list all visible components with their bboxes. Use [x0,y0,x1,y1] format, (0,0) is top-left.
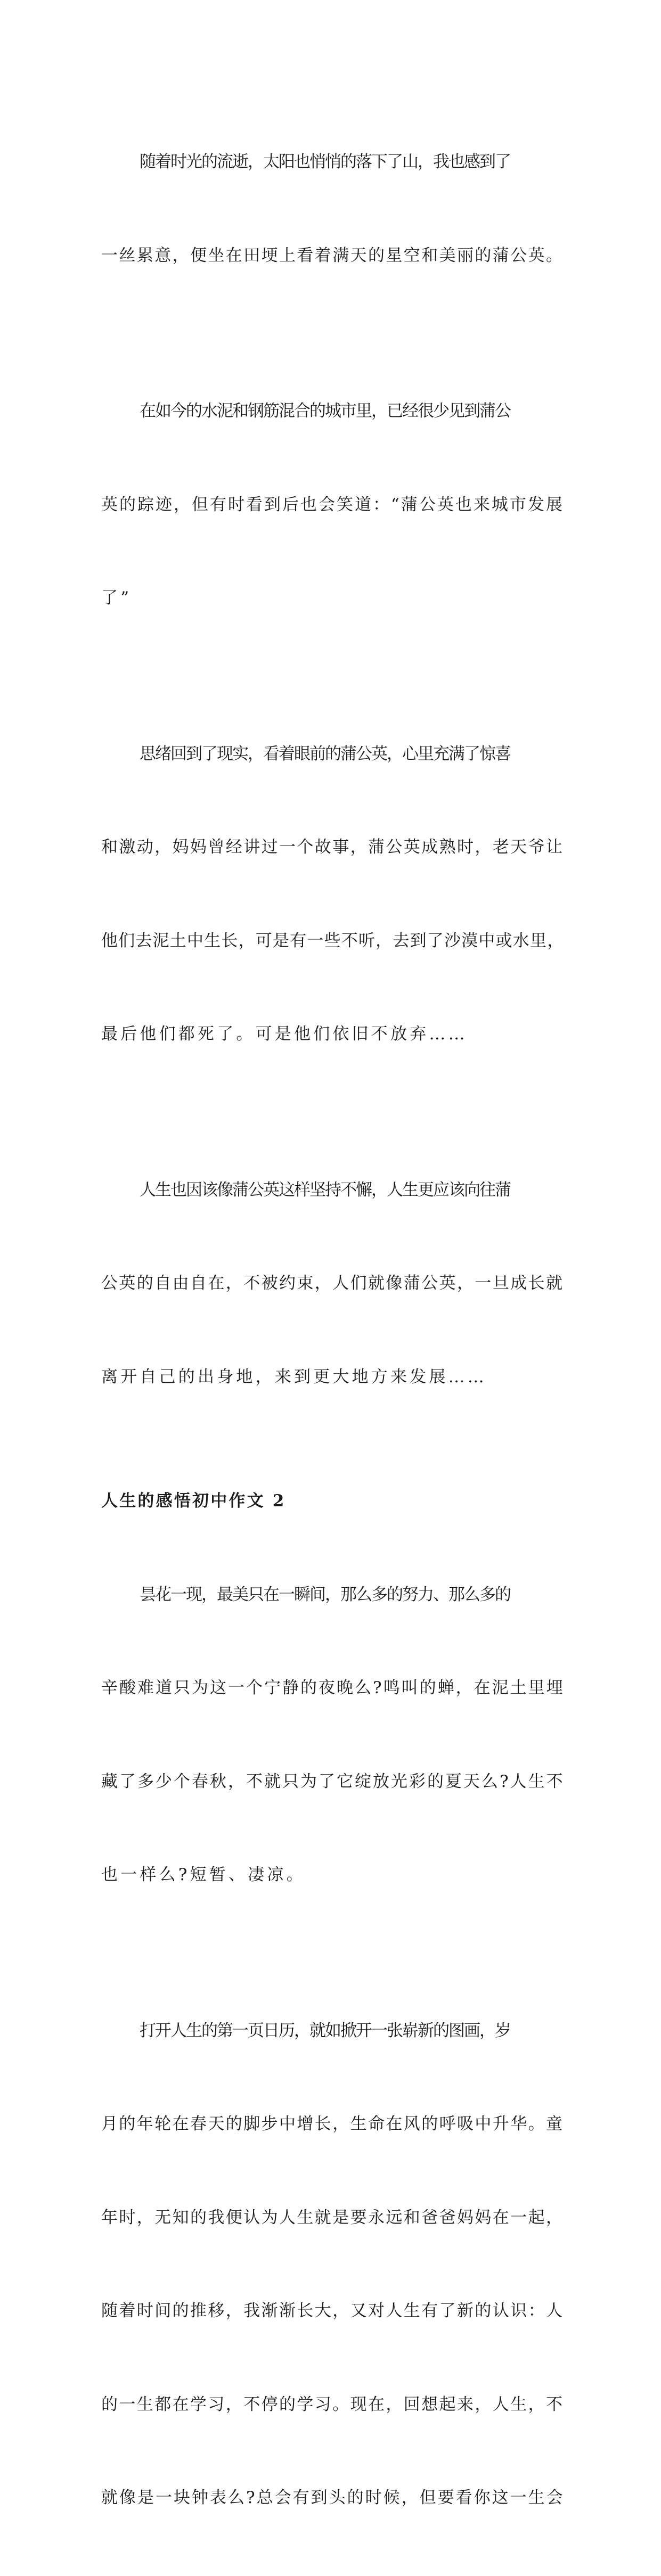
text-line: 思绪回到了现实，看着眼前的蒲公英，心里充满了惊喜 [140,744,510,764]
text-line: 在如今的水泥和钢筋混合的城市里，已经很少见到蒲公 [140,401,510,421]
text-line: 一丝累意，便坐在田埂上看着满天的星空和美丽的蒲公英。 [101,245,564,265]
text-line: 和激动，妈妈曾经讲过一个故事，蒲公英成熟时，老天爷让 [101,838,564,857]
text-line: 月的年轮在春天的脚步中增长，生命在风的呼吸中升华。童 [101,2114,564,2134]
text-line: 年时，无知的我便认为人生就是要永远和爸爸妈妈在一起， [101,2208,564,2227]
section-2 [101,1486,565,2576]
paragraph [101,676,565,1112]
paragraph [101,84,565,333]
section-spacer [101,1455,565,1486]
text-line: 的一生都在学习，不停的学习。现在，回想起来，人生，不 [101,2394,564,2414]
text-line: 他们去泥土中生长，可是有一些不听，去到了沙漠中或水里， [101,931,565,950]
paragraph [101,1112,565,1455]
text-line: 了” [101,588,132,608]
text-line: 人生也因该像蒲公英这样坚持不懈，人生更应该向往蒲 [140,1180,510,1200]
paragraph [101,333,565,676]
text-line: 就像是一块钟表么?总会有到头的时候，但要看你这一生会 [101,2488,565,2507]
text-line: 打开人生的第一页日历，就如掀开一张崭新的图画，岁 [140,2021,510,2040]
paragraph [101,1953,565,2576]
text-line: 最后他们都死了。可是他们依旧不放弃…… [101,1024,468,1044]
document-page [101,84,565,2576]
text-line: 公英的自由自在，不被约束，人们就像蒲公英，一旦成长就 [101,1274,564,1293]
text-line: 藏了多少个春秋，不就只为了它绽放光彩的夏天么?人生不 [101,1771,565,1791]
text-line: 昙花一现，最美只在一瞬间，那么多的努力、那么多的 [140,1585,510,1604]
text-line: 随着时间的推移，我渐渐长大，又对人生有了新的认识：人 [101,2301,564,2320]
section-1 [101,84,565,1455]
text-line: 也一样么?短暂、凄凉。 [101,1865,306,1884]
section-heading: 人生的感悟初中作文 2 [101,1491,286,1511]
text-line: 随着时光的流逝，太阳也悄悄的落下了山，我也感到了 [140,152,510,171]
paragraph [101,1517,565,1953]
text-line: 辛酸难道只为这一个宁静的夜晚么?鸣叫的蝉，在泥土里埋 [101,1678,565,1697]
text-line: 离开自己的出身地，来到更大地方来发展…… [101,1367,487,1387]
text-line: 英的踪迹，但有时看到后也会笑道：“蒲公英也来城市发展 [101,495,564,514]
